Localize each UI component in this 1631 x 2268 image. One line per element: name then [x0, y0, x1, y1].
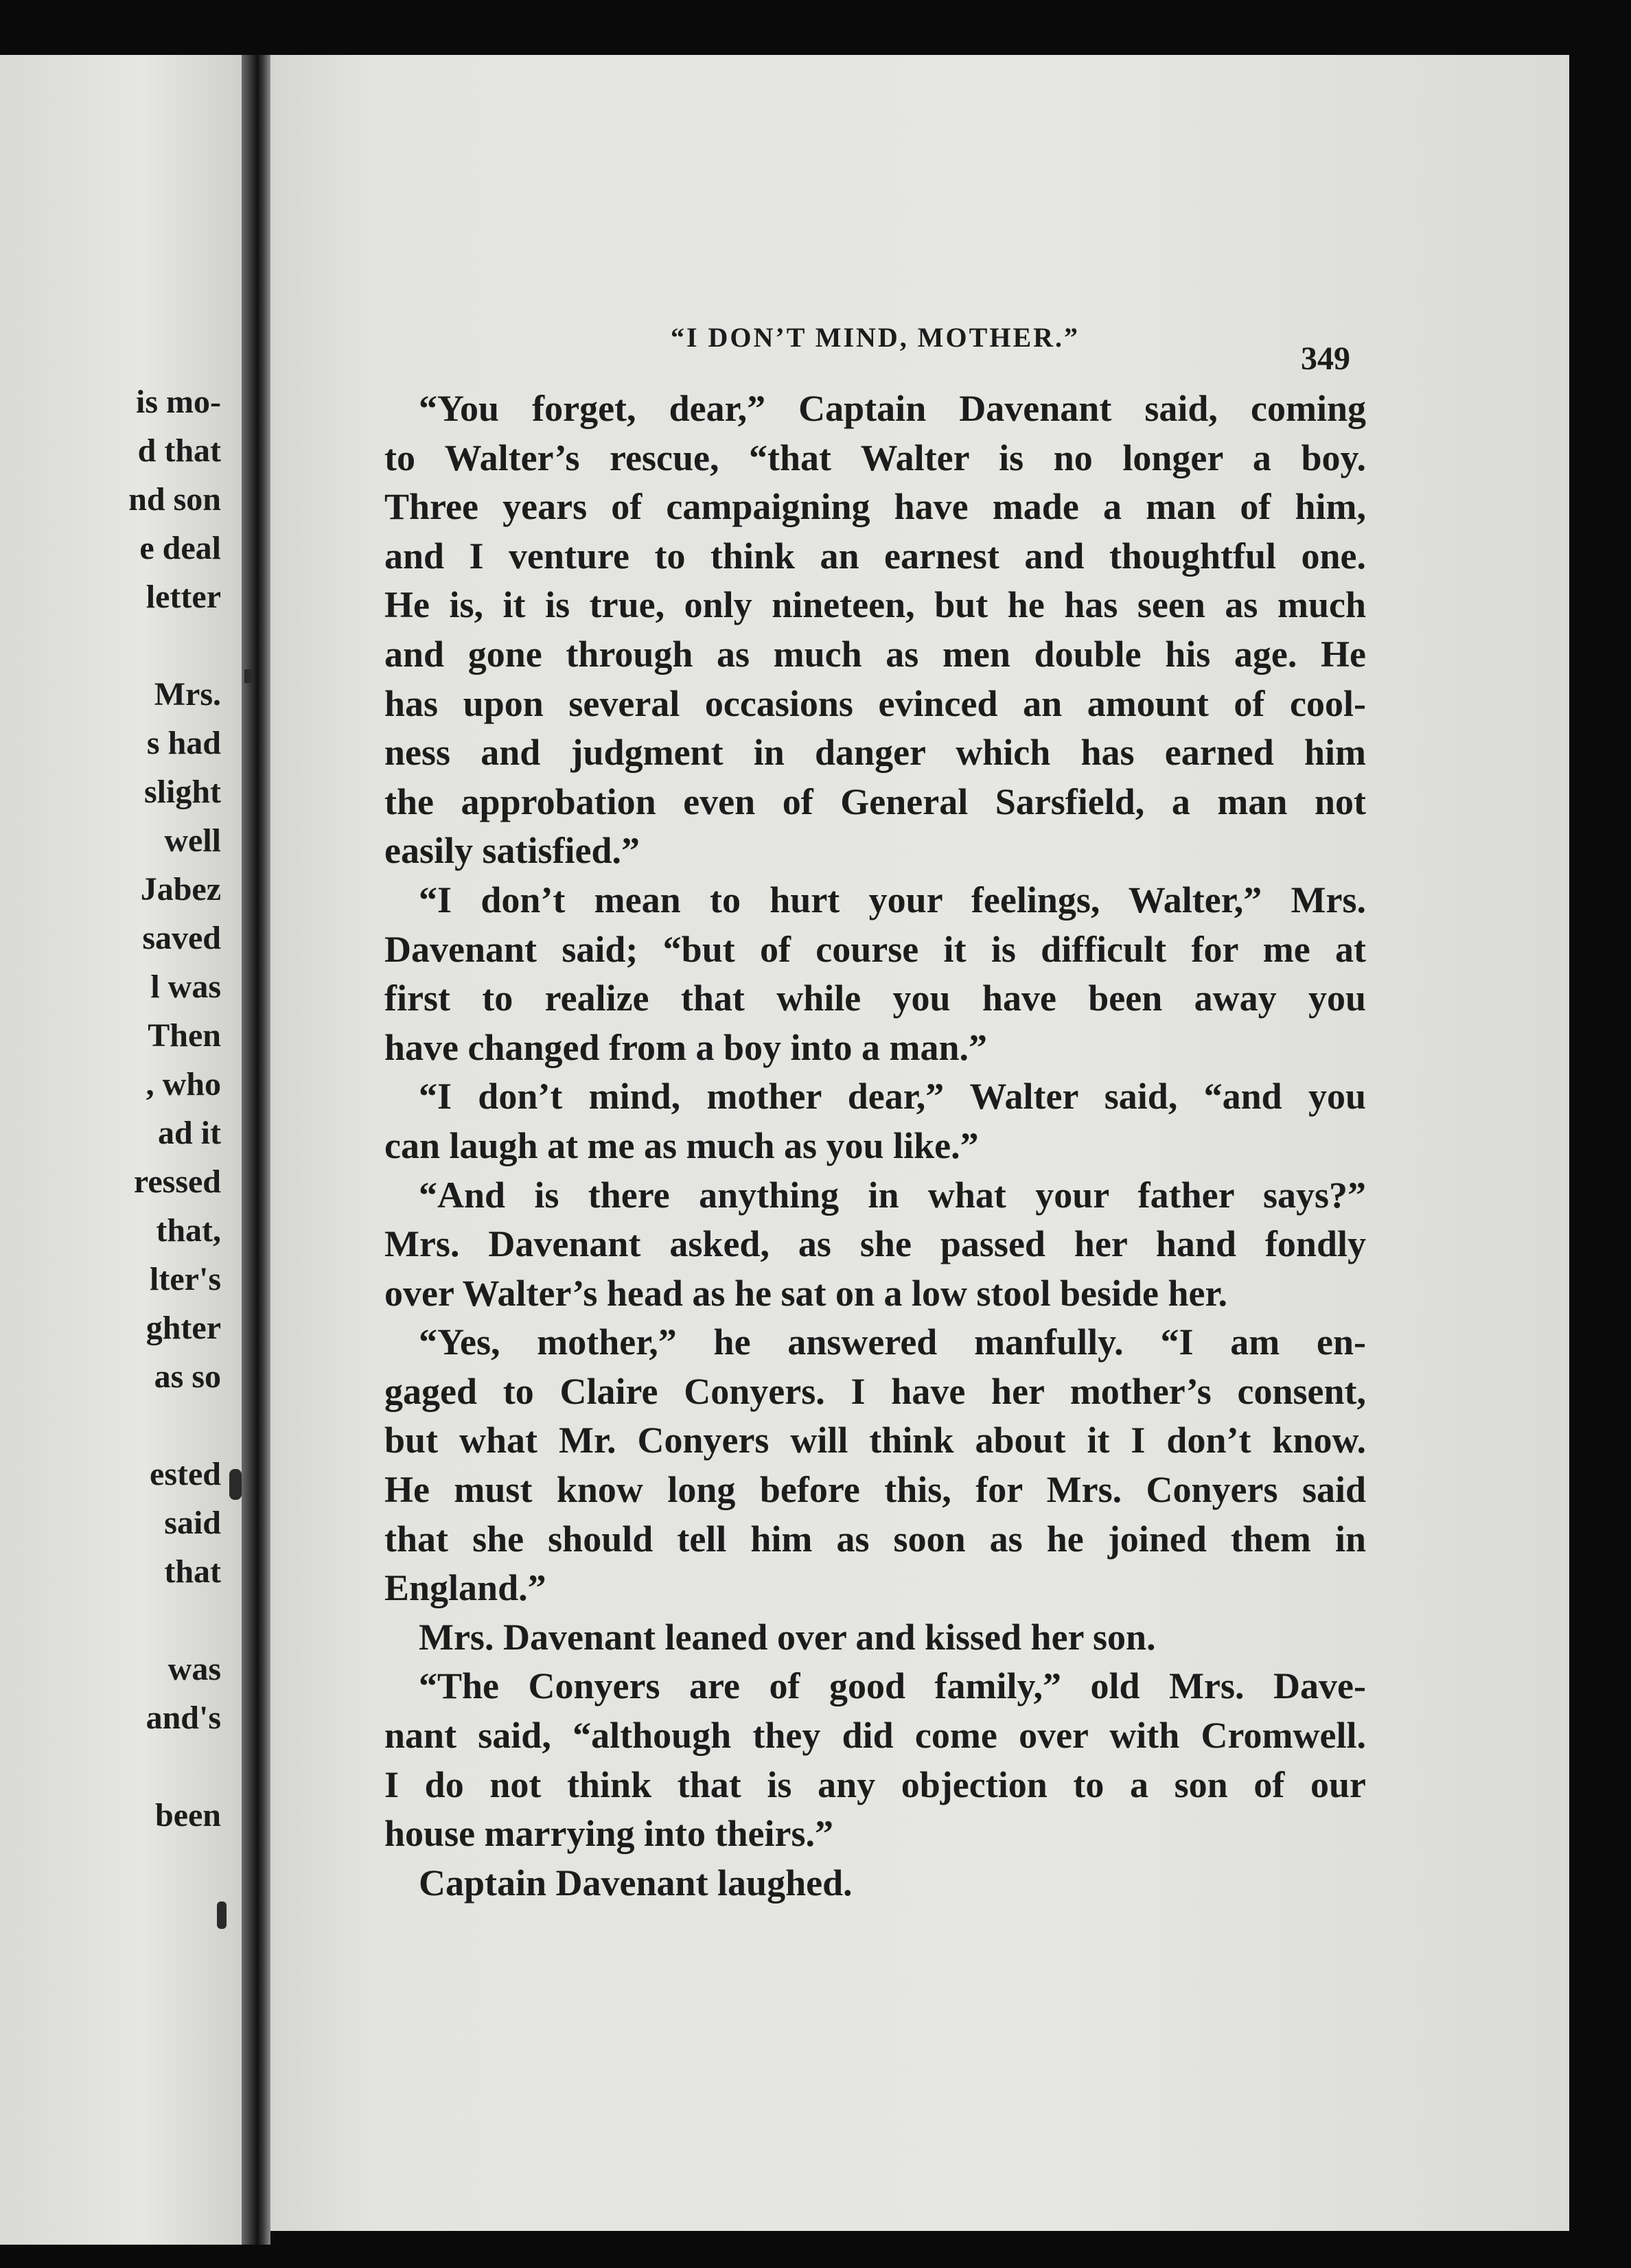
text-line: I do not think that is any objection to a son of our	[384, 1763, 1366, 1805]
text-line: but what Mr. Conyers will think about it I don’t know.	[384, 1420, 1366, 1461]
text-line: easily satisfied.”	[384, 830, 640, 872]
facing-page-line	[0, 1401, 221, 1450]
text-line: have changed from a boy into a man.”	[384, 1026, 988, 1068]
text-line: that she should tell him as soon as he joined them in	[384, 1518, 1366, 1560]
facing-page-line	[0, 621, 221, 670]
text-line: the approbation even of General Sarsfield, a man not	[384, 780, 1366, 822]
text-line: Davenant said; “but of course it is difficult for me at	[384, 928, 1366, 970]
facing-page-line: d that	[137, 432, 221, 469]
facing-page-line: that,	[156, 1212, 221, 1249]
binding-mark	[229, 1469, 242, 1500]
facing-page-line: ested	[150, 1456, 221, 1492]
text-line: house marrying into theirs.”	[384, 1813, 833, 1855]
text-line: Mrs. Davenant leaned over and kissed her son.	[419, 1616, 1156, 1658]
text-line: Captain Davenant laughed.	[419, 1862, 853, 1903]
book-gutter	[242, 55, 270, 2245]
facing-page-line: ressed	[133, 1164, 221, 1200]
facing-page-line: Then	[148, 1017, 221, 1054]
facing-page-line: saved	[142, 920, 221, 956]
text-line: can laugh at me as much as you like.”	[384, 1124, 979, 1166]
page-number: 349	[1301, 340, 1350, 377]
text-line: nant said, “although they did come over with Cromwell.	[384, 1715, 1366, 1757]
text-line: gaged to Claire Conyers. I have her mother’s consent,	[384, 1370, 1366, 1412]
facing-page-line	[0, 1742, 221, 1791]
facing-page-line: ad it	[157, 1115, 221, 1151]
facing-page-line: ghter	[146, 1310, 221, 1346]
binding-mark	[244, 669, 253, 683]
facing-page-line: nd son	[128, 481, 221, 518]
text-line: and gone through as much as men double his age. He	[384, 633, 1366, 675]
text-line: “You forget, dear,” Captain Davenant said, coming	[419, 388, 1366, 429]
text-line: “The Conyers are of good family,” old Mrs. Dave-	[419, 1665, 1366, 1707]
facing-page-line: as so	[154, 1358, 221, 1395]
facing-page-line: lter's	[150, 1261, 221, 1297]
facing-page-line: letter	[146, 579, 221, 615]
text-line: to Walter’s rescue, “that Walter is no longer a boy.	[384, 437, 1366, 478]
text-line: “Yes, mother,” he answered manfully. “I am en-	[419, 1321, 1366, 1363]
text-line: has upon several occasions evinced an amount of cool-	[384, 682, 1366, 724]
text-line: “And is there anything in what your father says?”	[419, 1174, 1366, 1216]
text-line: Mrs. Davenant asked, as she passed her hand fondly	[384, 1223, 1366, 1265]
facing-page-line: is mo-	[136, 384, 221, 420]
text-line: He is, it is true, only nineteen, but he has seen as much	[384, 584, 1366, 626]
facing-page-line: that	[164, 1553, 221, 1590]
text-line: Three years of campaigning have made a man of him,	[384, 486, 1366, 528]
page-edge-shadow	[1569, 55, 1631, 2268]
text-line: “I don’t mind, mother dear,” Walter said, “and you	[419, 1076, 1366, 1118]
text-line: and I venture to think an earnest and thoughtful one.	[384, 535, 1366, 577]
facing-page-text	[0, 378, 221, 1840]
facing-page-line: and's	[146, 1700, 221, 1736]
facing-page-line: said	[164, 1505, 221, 1541]
facing-page-line: was	[167, 1651, 221, 1687]
body-text	[384, 384, 1366, 1908]
text-line: first to realize that while you have been away you	[384, 977, 1366, 1019]
facing-page-line: slight	[143, 774, 221, 810]
text-line: “I don’t mean to hurt your feelings, Walter,” Mrs.	[419, 879, 1366, 921]
facing-page-line: s had	[146, 725, 221, 761]
facing-page-line: , who	[146, 1066, 221, 1102]
text-line: ness and judgment in danger which has earned him	[384, 732, 1366, 774]
facing-page-line: Mrs.	[154, 676, 221, 713]
facing-page	[0, 55, 242, 2245]
facing-page-line: e deal	[139, 530, 221, 566]
text-line: He must know long before this, for Mrs. Conyers said	[384, 1469, 1366, 1511]
facing-page-line	[0, 1596, 221, 1645]
text-line: over Walter’s head as he sat on a low stool beside her.	[384, 1272, 1227, 1314]
facing-page-line: l was	[150, 969, 221, 1005]
facing-page-line: well	[164, 822, 221, 859]
binding-mark	[217, 1901, 227, 1929]
facing-page-line: Jabez	[140, 871, 221, 907]
running-head: “I DON’T MIND, MOTHER.”	[670, 322, 1080, 353]
facing-page-line: been	[155, 1797, 221, 1833]
text-line: England.”	[384, 1567, 546, 1609]
